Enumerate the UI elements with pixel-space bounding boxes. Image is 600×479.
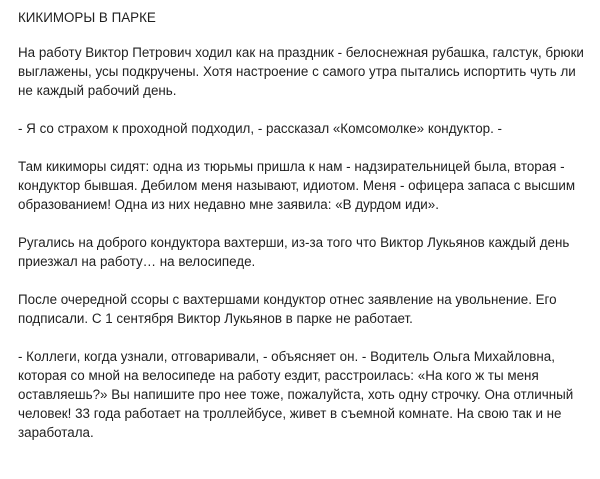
paragraph-6: - Коллеги, когда узнали, отговаривали, - объясняет он. - Водитель Ольга Михайловна, которая со мной на велосипеде на работу ездит, расстроилась: «На кого ж ты меня оставляешь?» Вы напишите про нее тоже, пожалуйста, хоть одну строчку. Она отличный человек! 33 года работает на троллейбусе, живет в съемной комнате. На свою так и не заработала. — [18, 349, 574, 440]
article-title: КИКИМОРЫ В ПАРКЕ — [18, 10, 156, 25]
paragraph-4: Ругались на доброго кондуктора вахтерши, из-за того что Виктор Лукьянов каждый день приезжал на работу… на велосипеде. — [18, 235, 570, 269]
article — [18, 8, 588, 442]
paragraph-1: На работу Виктор Петрович ходил как на праздник - белоснежная рубашка, галстук, брюки выглажены, усы подкручены. Хотя настроение с самого утра пытались испортить чуть ли не каждый рабочий день. — [18, 45, 584, 98]
paragraph-3: Там кикиморы сидят: одна из тюрьмы пришла к нам - надзирательницей была, вторая - кондуктор бывшая. Дебилом меня называют, идиотом. Меня - офицера запаса с высшим образованием! Одна из них недавно мне заявила: «В дурдом иди». — [18, 159, 576, 212]
paragraph-5: После очередной ссоры с вахтершами кондуктор отнес заявление на увольнение. Его подписали. С 1 сентября Виктор Лукьянов в парке не работает. — [18, 292, 557, 326]
paragraph-2: - Я со страхом к проходной подходил, - рассказал «Комсомолке» кондуктор. - — [18, 121, 502, 136]
